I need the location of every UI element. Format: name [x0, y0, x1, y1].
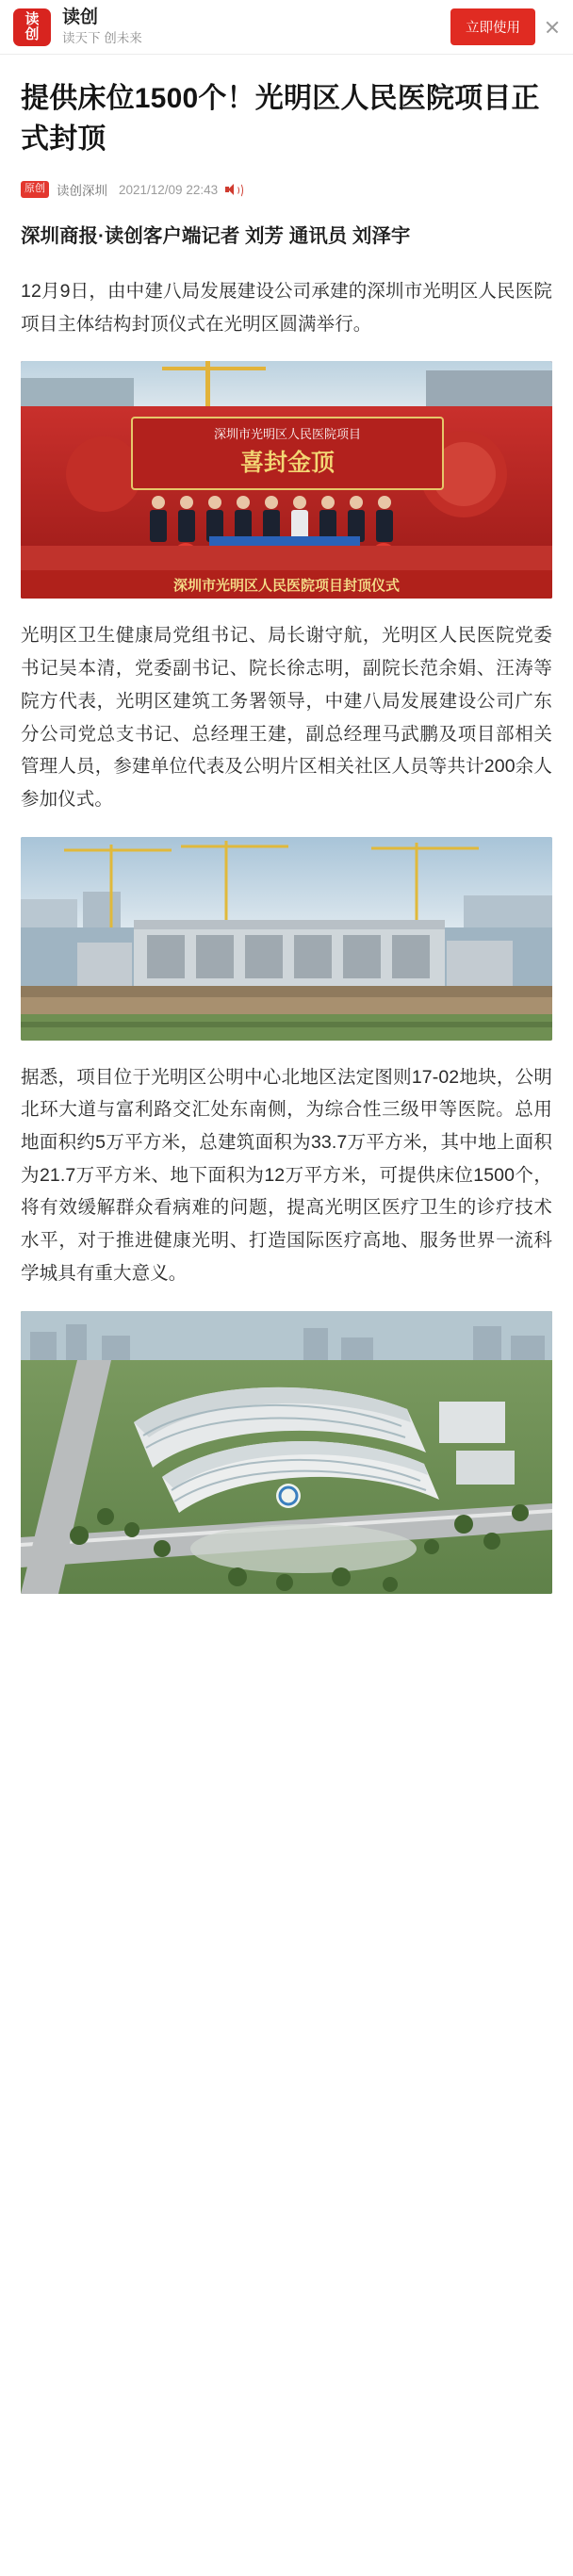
- original-badge: 原创: [21, 181, 49, 198]
- logo-line-1: 读: [25, 10, 40, 27]
- logo-line-2: 创: [25, 25, 40, 42]
- figure-ceremony: [21, 361, 552, 599]
- paragraph-3: 据悉，项目位于光明区公明中心北地区法定图则17-02地块，公明北环大道与富利路交汇处东南侧，为综合性三级甲等医院。总用地面积约5万平方米，总建筑面积为33.7万平方米，其中地上面积为21.7万平方米、地下面积为12万平方米，可提供床位1500个，将有效缓解群众看病难的问题，提高光明区医疗卫生的诊疗技术水平，对于推进健康光明、打造国际医疗高地、服务世界一流科学城具有重大意义。: [21, 1066, 552, 1284]
- svg-text:深圳市光明区人民医院项目封顶仪式: 深圳市光明区人民医院项目封顶仪式: [172, 578, 401, 595]
- app-header: [0, 0, 573, 55]
- paragraph-2: 光明区卫生健康局党组书记、局长谢守航，光明区人民医院党委书记吴本清，党委副书记、院长徐志明，副院长范余娟、汪涛等院方代表，光明区建筑工务署领导，中建八局发展建设公司广东分公司党总支书记、总经理王建，副总经理马武鹏及项目部相关管理人员，参建单位代表及公明片区相关社区人员等共计200余人参加仪式。: [21, 625, 552, 810]
- meta-source: 读创深圳: [57, 184, 107, 199]
- brand-slogan: 读天下 创未来: [62, 30, 142, 45]
- open-app-button[interactable]: 立即使用: [450, 8, 535, 45]
- app-logo: [13, 8, 51, 46]
- construction-site-photo: [21, 837, 552, 1041]
- svg-text:深圳市光明区人民医院项目: 深圳市光明区人民医院项目: [213, 427, 362, 442]
- byline: 深圳商报·读创客户端记者 刘芳 通讯员 刘泽宇: [21, 225, 411, 248]
- construction-site-graphic: [21, 837, 552, 1041]
- article-meta: [21, 180, 552, 199]
- meta-timestamp: 2021/12/09 22:43: [119, 182, 219, 197]
- close-icon[interactable]: [545, 20, 560, 35]
- svg-text:喜封金顶: 喜封金顶: [239, 450, 336, 477]
- article-body: [0, 55, 573, 1594]
- speaker-icon[interactable]: [225, 183, 242, 196]
- brand-name: 读创: [62, 8, 99, 28]
- ceremony-photo: [21, 361, 552, 599]
- paragraph-1: 12月9日，由中建八局发展建设公司承建的深圳市光明区人民医院项目主体结构封顶仪式在光明区圆满举行。: [21, 280, 552, 335]
- aerial-rendering-graphic: [21, 1311, 552, 1594]
- ceremony-photo-graphic: [21, 361, 552, 599]
- figure-aerial: [21, 1311, 552, 1594]
- brand-block: [62, 7, 142, 47]
- page-title: 提供床位1500个！光明区人民医院项目正式封顶: [21, 83, 540, 155]
- figure-construction: [21, 837, 552, 1041]
- aerial-rendering-photo: [21, 1311, 552, 1594]
